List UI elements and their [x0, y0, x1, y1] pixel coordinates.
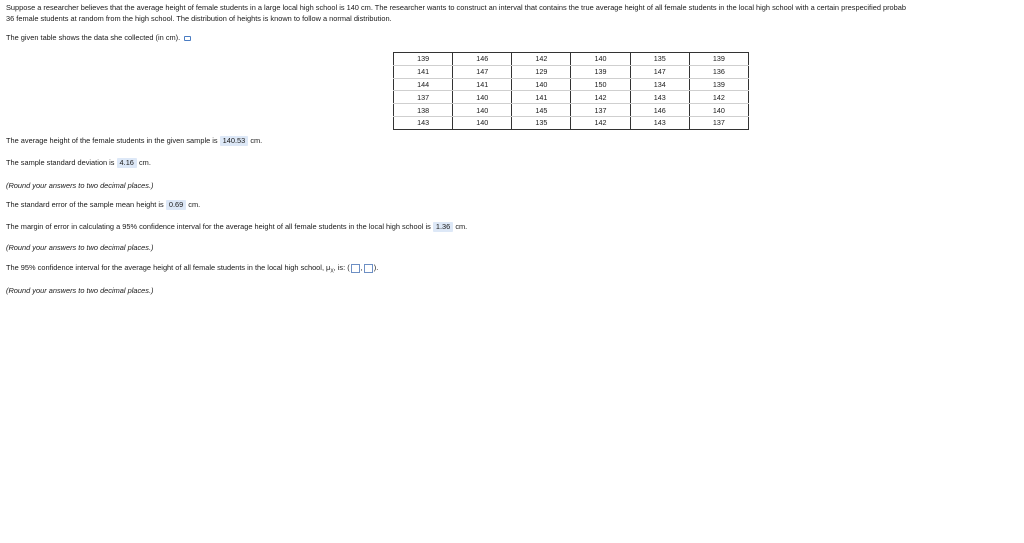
- table-cell: 140: [453, 116, 512, 129]
- table-cell: 146: [453, 53, 512, 66]
- table-cell: 150: [571, 78, 630, 91]
- table-row: [394, 78, 749, 91]
- ci-question: [6, 263, 378, 274]
- table-cell: 140: [453, 104, 512, 117]
- sd-question: [6, 158, 151, 168]
- table-row: [394, 91, 749, 104]
- table-cell: 139: [689, 53, 748, 66]
- sd-answer-field[interactable]: 4.16: [117, 158, 137, 168]
- moe-question: [6, 222, 467, 232]
- mean-answer-field[interactable]: 140.53: [220, 136, 249, 146]
- table-cell: 143: [394, 116, 453, 129]
- table-cell: 138: [394, 104, 453, 117]
- mean-suffix: cm.: [250, 136, 263, 145]
- table-cell: 140: [512, 78, 571, 91]
- round-note-2: (Round your answers to two decimal places.): [6, 243, 154, 252]
- problem-intro-line1: Suppose a researcher believes that the average height of female students in a large local high school is 140 cm. The researcher wants to construct an interval that contains the true average height of all female students in the local high school with a certain prespecified probab: [6, 3, 906, 12]
- table-cell: 135: [512, 116, 571, 129]
- mean-question: [6, 136, 262, 146]
- table-cell: 139: [571, 65, 630, 78]
- table-caption-row: [6, 33, 191, 42]
- table-caption: The given table shows the data she collected (in cm).: [6, 33, 181, 42]
- table-cell: 143: [630, 116, 689, 129]
- ci-subscript: X: [330, 268, 334, 275]
- moe-prefix: The margin of error in calculating a 95% confidence interval for the average height of all female students in the local high school is: [6, 222, 431, 231]
- table-cell: 137: [571, 104, 630, 117]
- table-cell: 147: [630, 65, 689, 78]
- table-cell: 136: [689, 65, 748, 78]
- table-cell: 142: [571, 91, 630, 104]
- ci-comma: ,: [360, 263, 363, 272]
- table-cell: 142: [689, 91, 748, 104]
- table-row: [394, 116, 749, 129]
- sd-suffix: cm.: [138, 158, 151, 167]
- se-suffix: cm.: [188, 200, 201, 209]
- mean-prefix: The average height of the female students in the given sample is: [6, 136, 218, 145]
- table-cell: 140: [571, 53, 630, 66]
- ci-lower-input[interactable]: [351, 264, 360, 273]
- table-cell: 129: [512, 65, 571, 78]
- sd-prefix: The sample standard deviation is: [6, 158, 115, 167]
- table-row: [394, 53, 749, 66]
- table-cell: 142: [512, 53, 571, 66]
- copy-data-icon[interactable]: [184, 36, 191, 41]
- table-cell: 141: [394, 65, 453, 78]
- ci-close: ).: [373, 263, 379, 272]
- se-question: [6, 200, 200, 210]
- table-row: [394, 65, 749, 78]
- table-cell: 141: [512, 91, 571, 104]
- ci-upper-input[interactable]: [364, 264, 373, 273]
- ci-prefix: The 95% confidence interval for the average height of all female students in the local high school, μ: [6, 263, 331, 272]
- table-cell: 140: [453, 91, 512, 104]
- se-prefix: The standard error of the sample mean height is: [6, 200, 164, 209]
- round-note-1: (Round your answers to two decimal places.): [6, 181, 154, 190]
- problem-intro-line2: 36 female students at random from the high school. The distribution of heights is known to follow a normal distribution.: [6, 14, 392, 23]
- table-cell: 146: [630, 104, 689, 117]
- table-cell: 139: [394, 53, 453, 66]
- table-cell: 145: [512, 104, 571, 117]
- table-cell: 142: [571, 116, 630, 129]
- table-row: [394, 104, 749, 117]
- table-cell: 134: [630, 78, 689, 91]
- table-cell: 143: [630, 91, 689, 104]
- table-cell: 144: [394, 78, 453, 91]
- table-cell: 137: [394, 91, 453, 104]
- moe-suffix: cm.: [455, 222, 468, 231]
- ci-mid: , is: (: [333, 263, 350, 272]
- moe-answer-field[interactable]: 1.36: [433, 222, 453, 232]
- table-cell: 140: [689, 104, 748, 117]
- round-note-3: (Round your answers to two decimal places.): [6, 286, 154, 295]
- table-cell: 137: [689, 116, 748, 129]
- table-cell: 147: [453, 65, 512, 78]
- height-data-table: [393, 52, 749, 130]
- se-answer-field[interactable]: 0.69: [166, 200, 186, 210]
- table-cell: 141: [453, 78, 512, 91]
- table-cell: 135: [630, 53, 689, 66]
- table-cell: 139: [689, 78, 748, 91]
